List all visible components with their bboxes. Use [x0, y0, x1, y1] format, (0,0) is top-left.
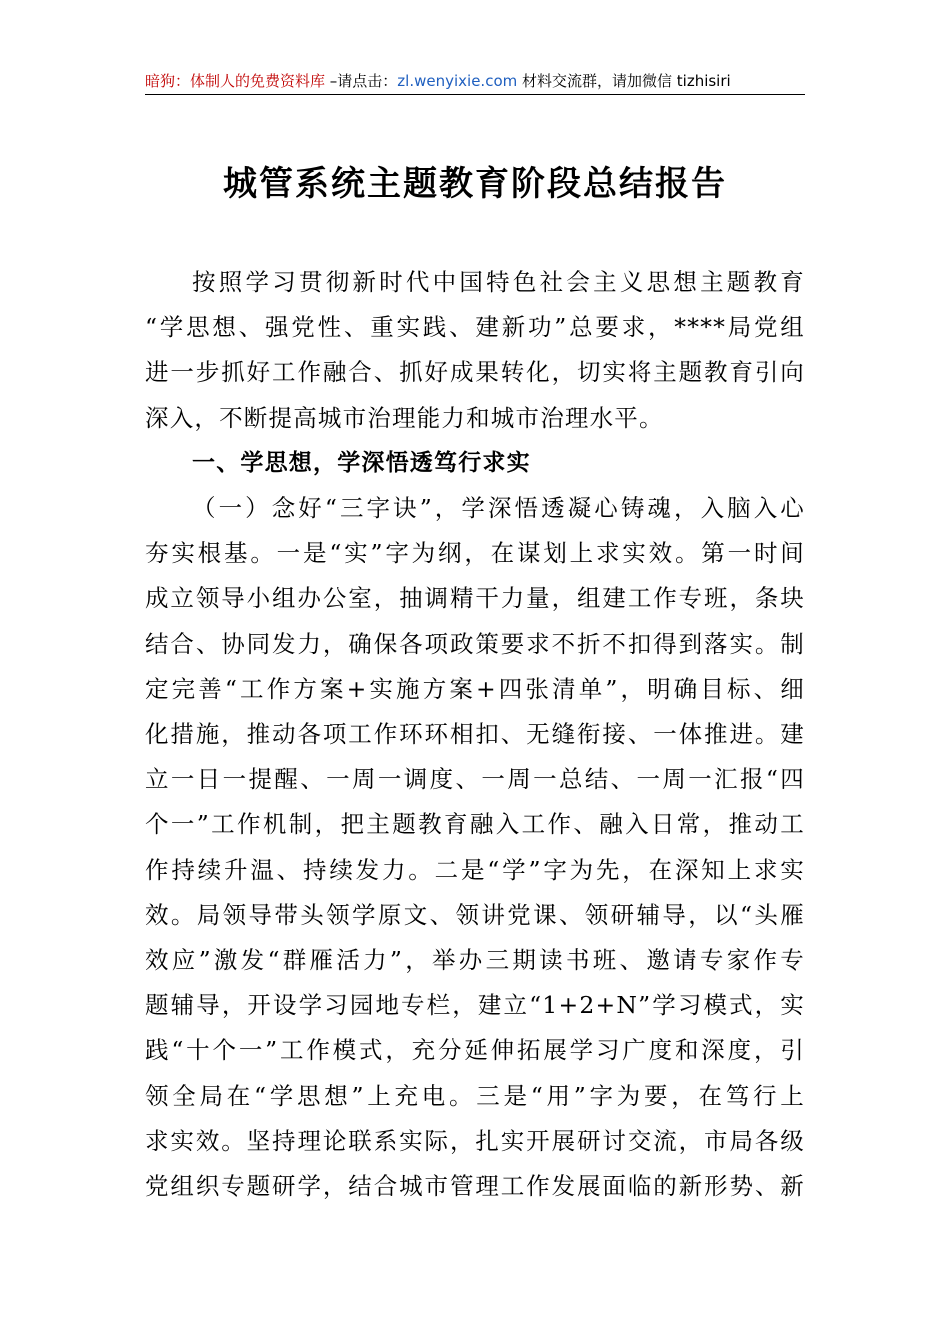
body-line: 效。局领导带头领学原文、领讲党课、领研辅导，以“头雁	[145, 900, 805, 929]
body-line: 领全局在“学思想”上充电。三是“用”字为要，在笃行上	[145, 1081, 805, 1110]
body-line: 求实效。坚持理论联系实际，扎实开展研讨交流，市局各级	[145, 1126, 805, 1155]
body-line: 效应”激发“群雁活力”，举办三期读书班、邀请专家作专	[145, 946, 805, 975]
header-wechat-note: 材料交流群，请加微信 tizhisiri	[517, 72, 731, 90]
body-line: 作持续升温、持续发力。二是“学”字为先，在深知上求实	[145, 855, 805, 884]
page-header	[145, 70, 805, 94]
body-line: 立一日一提醒、一周一调度、一周一总结、一周一汇报“四	[145, 765, 805, 794]
body-line: 化措施，推动各项工作环环相扣、无缝衔接、一体推进。建	[145, 720, 805, 749]
document-title: 城管系统主题教育阶段总结报告	[223, 164, 727, 204]
header-divider	[145, 94, 805, 95]
body-line: 党组织专题研学，结合城市管理工作发展面临的新形势、新	[145, 1172, 805, 1201]
body-line: 夯实根基。一是“实”字为纲，在谋划上求实效。第一时间	[145, 539, 805, 568]
body-line: 定完善“工作方案+实施方案+四张清单”，明确目标、细	[145, 674, 805, 703]
body-line: 题辅导，开设学习园地专栏，建立“1+2+N”学习模式，实	[145, 991, 805, 1020]
section-heading: 一、学思想，学深悟透笃行求实	[192, 449, 531, 476]
intro-line: 深入，不断提高城市治理能力和城市治理水平。	[145, 403, 664, 432]
document-body	[145, 260, 805, 1209]
header-click-prompt: –请点击：	[325, 72, 398, 90]
intro-line: “学思想、强党性、重实践、建新功”总要求，****局党组	[145, 313, 805, 342]
intro-line: 进一步抓好工作融合、抓好成果转化，切实将主题教育引向	[145, 358, 805, 387]
header-site-name: 暗狗：体制人的免费资料库	[145, 72, 326, 90]
body-line: 成立领导小组办公室，抽调精干力量，组建工作专班，条块	[145, 584, 805, 613]
body-line: （一）念好“三字诀”，学深悟透凝心铸魂，入脑入心	[192, 494, 805, 523]
intro-line: 按照学习贯彻新时代中国特色社会主义思想主题教育	[192, 268, 805, 296]
body-line: 结合、协同发力，确保各项政策要求不折不扣得到落实。制	[145, 629, 805, 658]
header-link[interactable]: zl.wenyixie.com	[397, 72, 518, 90]
body-line: 践“十个一”工作模式，充分延伸拓展学习广度和深度，引	[145, 1036, 805, 1065]
body-line: 个一”工作机制，把主题教育融入工作、融入日常，推动工	[145, 810, 805, 839]
